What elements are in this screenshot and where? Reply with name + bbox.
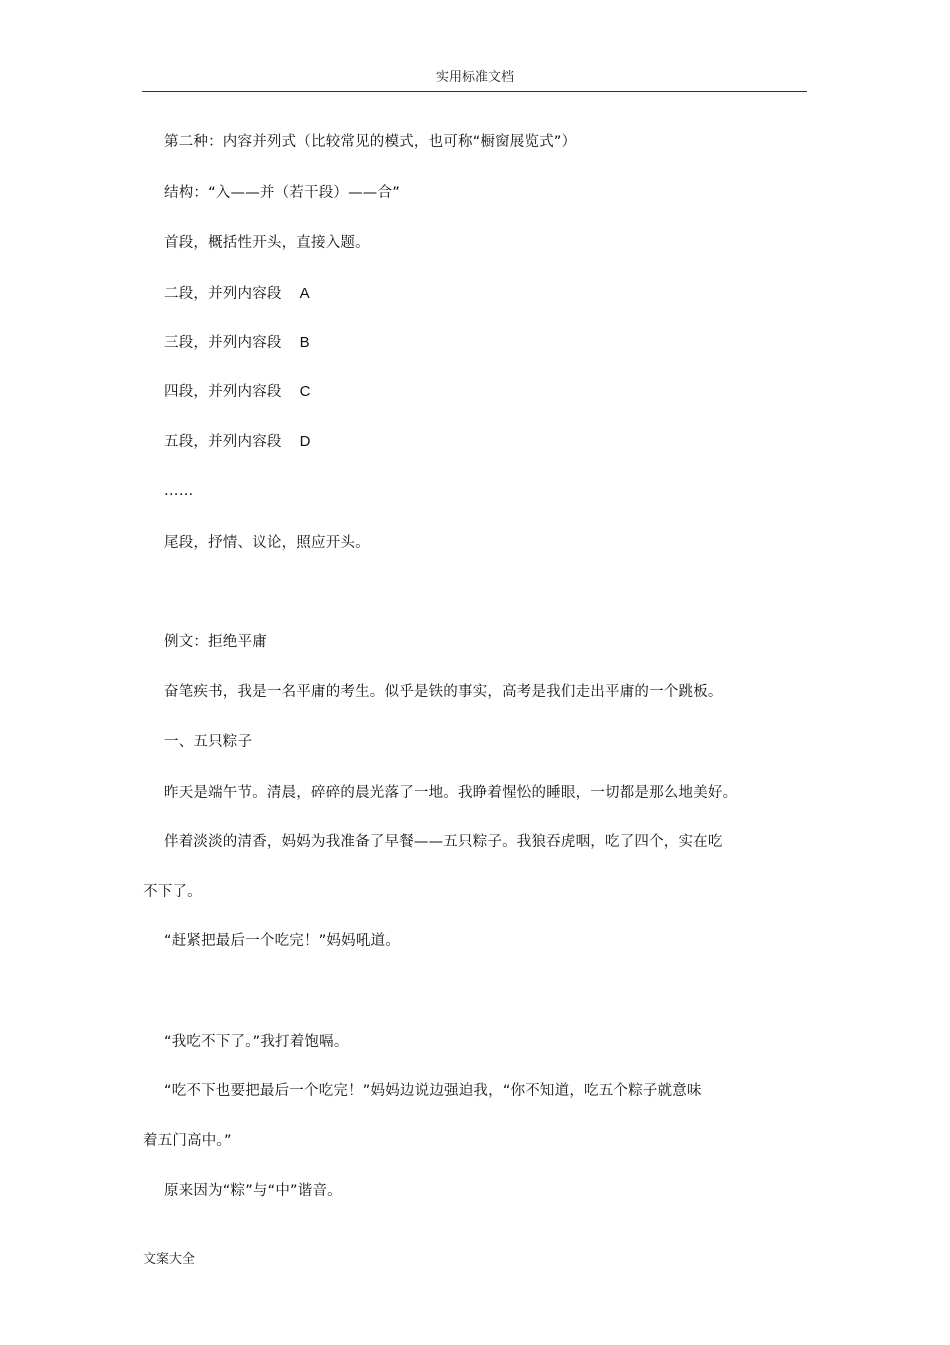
paragraph-3-letter: B	[299, 334, 310, 351]
example-title: 例文：拒绝平庸	[164, 634, 267, 650]
example-line-1: 奋笔疾书，我是一名平庸的考生。似乎是铁的事实，高考是我们走出平庸的一个跳板。	[164, 684, 723, 700]
paragraph-5-line	[164, 432, 311, 452]
example-line-3b: 不下了。	[143, 884, 202, 900]
paragraph-3-line	[164, 333, 310, 353]
example-line-2: 昨天是端午节。清晨，碎碎的晨光落了一地。我睁着惺忪的睡眼，一切都是那么地美好。	[164, 785, 738, 801]
last-paragraph-line: 尾段，抒情、议论，照应开头。	[164, 535, 370, 551]
paragraph-2-text: 二段，并列内容段	[164, 286, 282, 302]
paragraph-4-line	[164, 382, 311, 402]
paragraph-4-text: 四段，并列内容段	[164, 384, 282, 400]
paragraph-2-line	[164, 284, 310, 304]
first-paragraph-line: 首段，概括性开头，直接入题。	[164, 235, 370, 251]
ellipsis-line: ……	[164, 483, 194, 499]
example-section-heading: 一、五只粽子	[164, 734, 253, 750]
example-line-3a: 伴着淡淡的清香，妈妈为我准备了早餐——五只粽子。我狼吞虎咽，吃了四个，实在吃	[164, 834, 723, 850]
structure-line: 结构：“入——并（若干段）——合”	[164, 185, 400, 201]
example-line-5: “我吃不下了。”我打着饱嗝。	[164, 1034, 349, 1050]
paragraph-3-text: 三段，并列内容段	[164, 335, 282, 351]
type-title: 第二种：内容并列式（比较常见的模式，也可称“橱窗展览式”）	[164, 134, 577, 150]
header-rule	[142, 91, 807, 92]
paragraph-5-letter: D	[299, 433, 311, 450]
example-line-7: 原来因为“粽”与“中”谐音。	[164, 1183, 342, 1199]
page-header: 实用标准文档	[435, 70, 514, 85]
paragraph-2-letter: A	[299, 285, 310, 302]
page-footer: 文案大全	[143, 1252, 196, 1267]
example-line-4: “赶紧把最后一个吃完！”妈妈吼道。	[164, 933, 400, 949]
paragraph-5-text: 五段，并列内容段	[164, 434, 282, 450]
example-line-6a: “吃不下也要把最后一个吃完！”妈妈边说边强迫我，“你不知道，吃五个粽子就意味	[164, 1083, 702, 1099]
example-line-6b: 着五门高中。”	[143, 1133, 232, 1149]
paragraph-4-letter: C	[299, 383, 311, 400]
